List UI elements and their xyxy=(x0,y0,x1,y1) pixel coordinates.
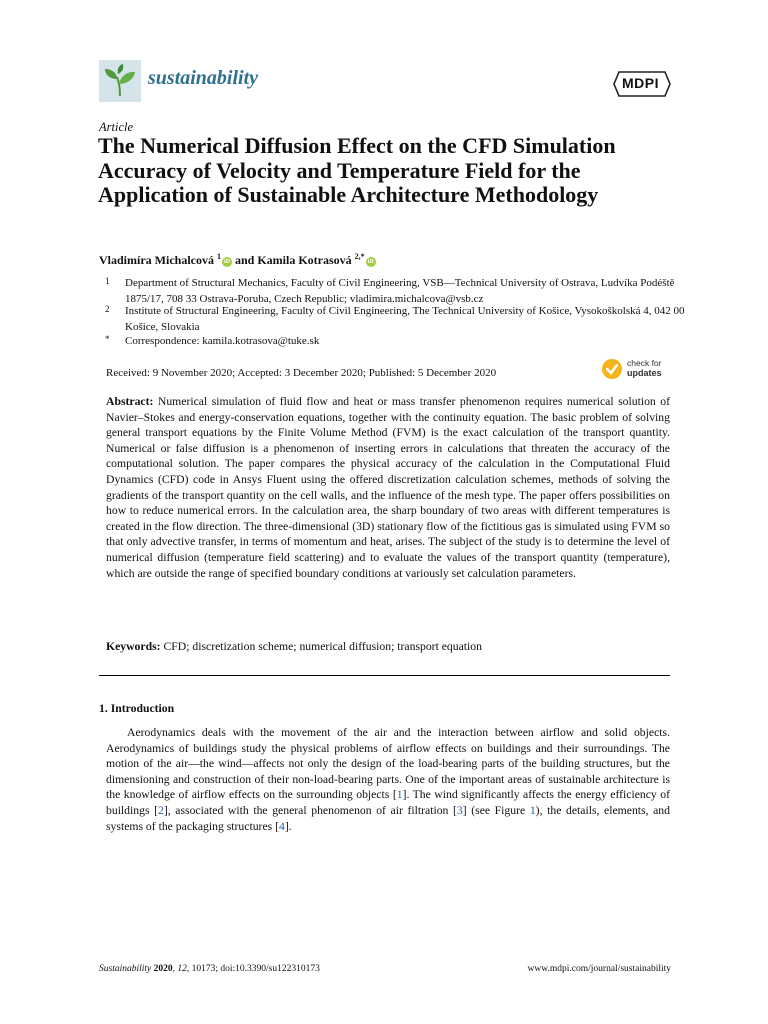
footer-year: 2020 xyxy=(153,964,173,974)
abstract-text: Numerical simulation of fluid flow and heat or mass transfer phenomenon requires numerical solution of Navier–Stokes and energy-conservation equations, together with the continuity equation. The basic problem of solving general transport equations by the Finite Volume Method (FVM) is the exact calculation of the transport quantity. Numerical or false diffusion is a phenomenon of inserting errors in calculations that threaten the accuracy of the computational solution. The paper compares the physical accuracy of the calculation in the Computational Fluid Dynamics (CFD) code in Ansys Fluent using the offered discretization calculation schemes, methods of solving the gradients of the transport quantity on the cell walls, and the influence of the mesh type. The paper offers possibilities on how to reduce numerical errors. In the calculation area, the sharp boundary of two areas with different temperatures is created in the flow direction. The three-dimensional (3D) stationary flow of the fictitious gas is simulated using FVM so that only advective transfer, in terms of momentum and heat, arises. The subject of the study is to determine the level of numerical diffusion (temperature field scattering) and to evaluate the values of the transport quantity (temperature), which are outside the range of specified boundary conditions at variously set calculation parameters. xyxy=(106,395,671,580)
check-line-1: check for xyxy=(627,358,662,368)
author-2-name[interactable]: Kamila Kotrasová xyxy=(257,253,352,267)
journal-logo xyxy=(99,60,141,102)
check-line-2: updates xyxy=(627,368,662,378)
citation-link[interactable]: 3 xyxy=(456,803,463,817)
author-1-name[interactable]: Vladimíra Michalcová xyxy=(99,253,214,267)
affiliation-text: Institute of Structural Engineering, Faculty of Civil Engineering, The Technical University of Košice, Vysokoškolská 4, 042 00 Košice, Slovakia xyxy=(125,305,685,333)
paper-title: The Numerical Diffusion Effect on the CFD Simulation Accuracy of Velocity and Temperature Field for the Application of Sustainable Architecture Methodology xyxy=(98,133,616,207)
footer-citation: Sustainability 2020, 12, 10173; doi:10.3390/su122310173 xyxy=(99,964,320,974)
author-1-affiliation: 1 xyxy=(216,252,221,261)
citation-link[interactable]: 1 xyxy=(396,788,403,802)
intro-text: ]. xyxy=(284,819,292,833)
keywords-text: CFD; discretization scheme; numerical diffusion; transport equation xyxy=(163,640,482,653)
article-type: Article xyxy=(99,120,134,134)
intro-text: Aerodynamics deals with the movement of the air and the interaction between airflow and solid objects. Aerodynamics of buildings study the physical problems of airflow effects on buildings and their surroundings. The motion of the air—the wind—affects not only the design of the load-bearing parts of the building structures, but the dimensioning and construction of their non-load-bearing parts. One of the important areas of sustainable architecture is the knowledge of airflow effects on the surrounding objects [ xyxy=(106,726,670,802)
author-2-affiliation: 2,* xyxy=(354,252,365,261)
introduction-heading: 1. Introduction xyxy=(99,702,175,715)
citation-link[interactable]: 2 xyxy=(158,803,164,817)
abstract xyxy=(106,394,670,581)
author-line xyxy=(99,252,376,268)
footer-url[interactable]: www.mdpi.com/journal/sustainability xyxy=(527,964,671,974)
intro-text: ], associated with the general phenomenon of air filtration [ xyxy=(163,803,457,817)
orcid-icon[interactable]: iD xyxy=(367,259,374,265)
mdpi-logo-text: MDPI xyxy=(622,75,659,91)
publication-dates: Received: 9 November 2020; Accepted: 3 December 2020; Published: 5 December 2020 xyxy=(106,367,497,379)
footer-journal: Sustainability xyxy=(99,964,152,974)
intro-text: ] (see Figure xyxy=(462,803,530,817)
affiliation-marker: 2 xyxy=(105,304,110,314)
introduction-paragraph xyxy=(106,725,670,834)
abstract-label: Abstract: xyxy=(106,395,154,408)
affiliation-marker: * xyxy=(105,334,110,344)
mdpi-logo[interactable] xyxy=(613,70,671,98)
footer-volume: 12 xyxy=(177,964,187,974)
section-divider xyxy=(99,675,670,676)
author-connector: and xyxy=(234,253,255,267)
keywords-label: Keywords: xyxy=(106,640,161,653)
correspondence-text[interactable]: Correspondence: kamila.kotrasova@tuke.sk xyxy=(125,335,320,347)
affiliation-marker: 1 xyxy=(105,276,110,286)
journal-name[interactable]: sustainability xyxy=(148,67,259,89)
affiliation-text: Department of Structural Mechanics, Faculty of Civil Engineering, VSB—Technical University of Ostrava, Ludvíka Podéště 1875/17, 708 33 Ostrava-Poruba, Czech Republic; vladimira.michalcova@vsb.cz xyxy=(125,277,675,305)
keywords xyxy=(106,640,482,653)
orcid-icon[interactable]: iD xyxy=(223,259,230,265)
leaf-icon xyxy=(99,60,141,102)
check-icon xyxy=(601,358,623,380)
footer-doi[interactable]: , 10173; doi:10.3390/su122310173 xyxy=(186,964,320,974)
intro-text: ), the details, elements, and systems of the packaging structures [ xyxy=(106,803,670,833)
figure-link[interactable]: 1 xyxy=(529,803,536,817)
citation-link[interactable]: 4 xyxy=(279,819,285,833)
check-for-updates-badge[interactable] xyxy=(601,357,671,381)
intro-text: ]. The wind significantly affects the energy efficiency of buildings [ xyxy=(106,788,670,817)
